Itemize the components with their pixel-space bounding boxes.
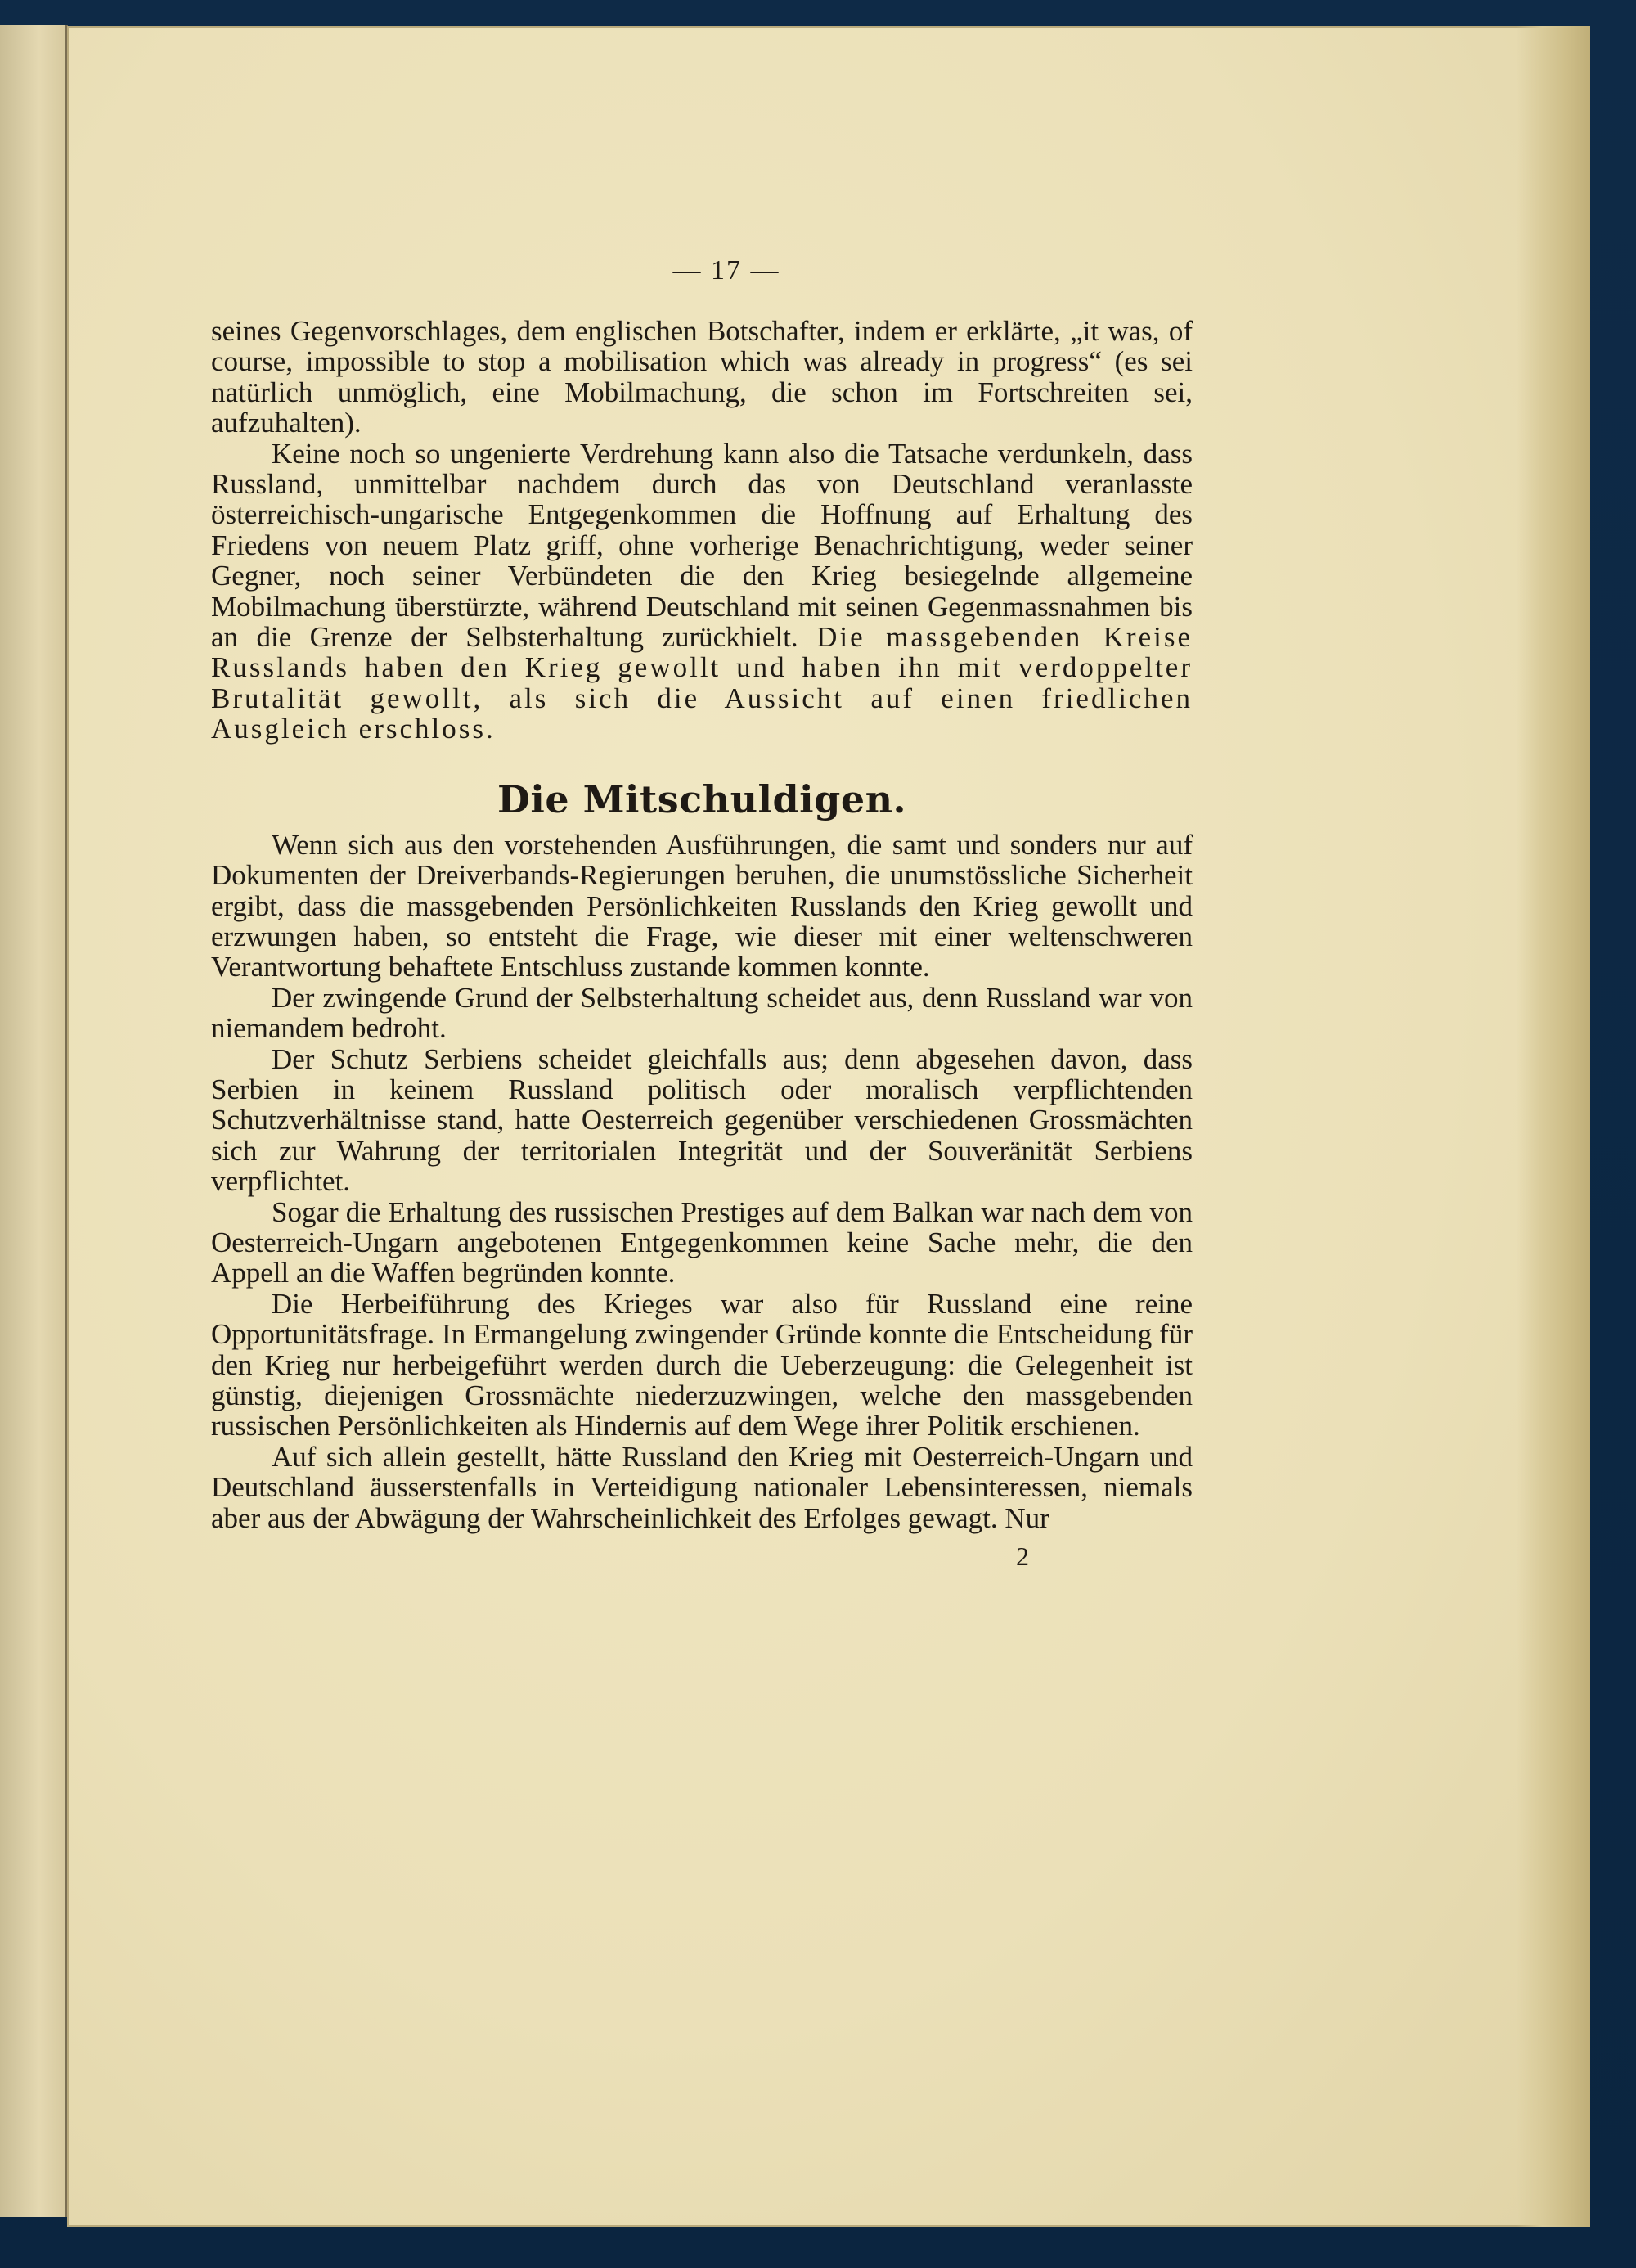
section-heading: Die Mitschuldigen. <box>497 776 907 821</box>
facing-page-edge <box>0 25 68 2217</box>
page-number: — 17 — <box>672 255 780 286</box>
signature-mark: 2 <box>1016 1541 1029 1572</box>
section-paragraph: Sogar die Erhaltung des russischen Prestiges auf dem Balkan war nach dem von Oesterreich-Ungarn angebotenen Entgegenkommen keine Sache mehr, die den Appell an die Waffen begründen konnte. <box>211 1195 1193 1289</box>
section-paragraph: Die Herbeiführung des Krieges war also für Russland eine reine Opportunitätsfrage. In Ermangelung zwingender Gründe konnte die Entscheidung für den Krieg nur herbeigeführt werden durch die Ueberzeugung: die Gelegenheit ist günstig, diejenigen Grossmächte niederzuzwingen, welche den massgebenden russischen Persönlichkeiten als Hindernis auf dem Wege ihrer Politik erschienen. <box>211 1287 1193 1442</box>
section-paragraph: Auf sich allein gestellt, hätte Russland den Krieg mit Oesterreich-Ungarn und Deutschland äusserstenfalls in Verteidigung nationaler Lebensinteressen, niemals aber aus der Abwägung der Wahrscheinlichkeit des Erfolges gewagt. Nur <box>211 1440 1193 1534</box>
page-fore-edge <box>1517 26 1590 2227</box>
paragraph-verdrehung <box>211 439 1193 745</box>
paragraph-verdrehung-spaced-text: Die massgebenden Kreise Russlands haben den Krieg gewollt und haben ihn mit verdoppelter Brutalität gewollt, als sich die Aussicht auf einen friedlichen Ausgleich erschloss. <box>211 621 1193 745</box>
section-paragraph: Der Schutz Serbiens scheidet gleichfalls aus; denn abgesehen davon, dass Serbien in keinem Russland politisch oder moralisch verpflichtenden Schutzverhältnisse stand, hatte Oesterreich gegenüber verschiedenen Grossmächten sich zur Wahrung der territorialen Integrität und der Souveränität Serbiens verpflichtet. <box>211 1042 1193 1198</box>
paragraph-continuation: seines Gegenvorschlages, dem englischen Botschafter, indem er erklärte, „it was, of course, impossible to stop a mobilisation which was already in progress“ (es sei natürlich unmöglich, eine Mobilmachung, die schon im Fortschreiten sei, aufzuhalten). <box>211 315 1193 439</box>
section-paragraph: Wenn sich aus den vorstehenden Ausführungen, die samt und sonders nur auf Dokumenten der Dreiverbands-Regierungen beruhen, die unumstössliche Sicherheit ergibt, dass die massgebenden Persönlichkeiten Russlands den Krieg gewollt und erzwungen haben, so entsteht die Frage, wie dieser mit einer weltenschweren Verantwortung behaftete Entschluss zustande kommen konnte. <box>211 828 1193 983</box>
section-paragraph: Der zwingende Grund der Selbsterhaltung scheidet aus, denn Russland war von niemandem bedroht. <box>211 981 1193 1045</box>
paragraph-verdrehung-text: Keine noch so ungenierte Verdrehung kann also die Tatsache verdunkeln, dass Russland, unmittelbar nachdem durch das von Deutschland veranlasste österreichisch-ungarische Entgegenkommen die Hoffnung auf Erhaltung des Friedens von neuem Platz griff, ohne vorherige Benachrichtigung, weder seiner Gegner, noch seiner Verbündeten die den Krieg besiegelnde allgemeine Mobilmachung überstürzte, während Deutschland mit seinen Gegenmassnahmen bis an die Grenze der Selbsterhaltung zurückhielt. <box>211 437 1193 654</box>
page-text-block <box>211 255 1193 1572</box>
